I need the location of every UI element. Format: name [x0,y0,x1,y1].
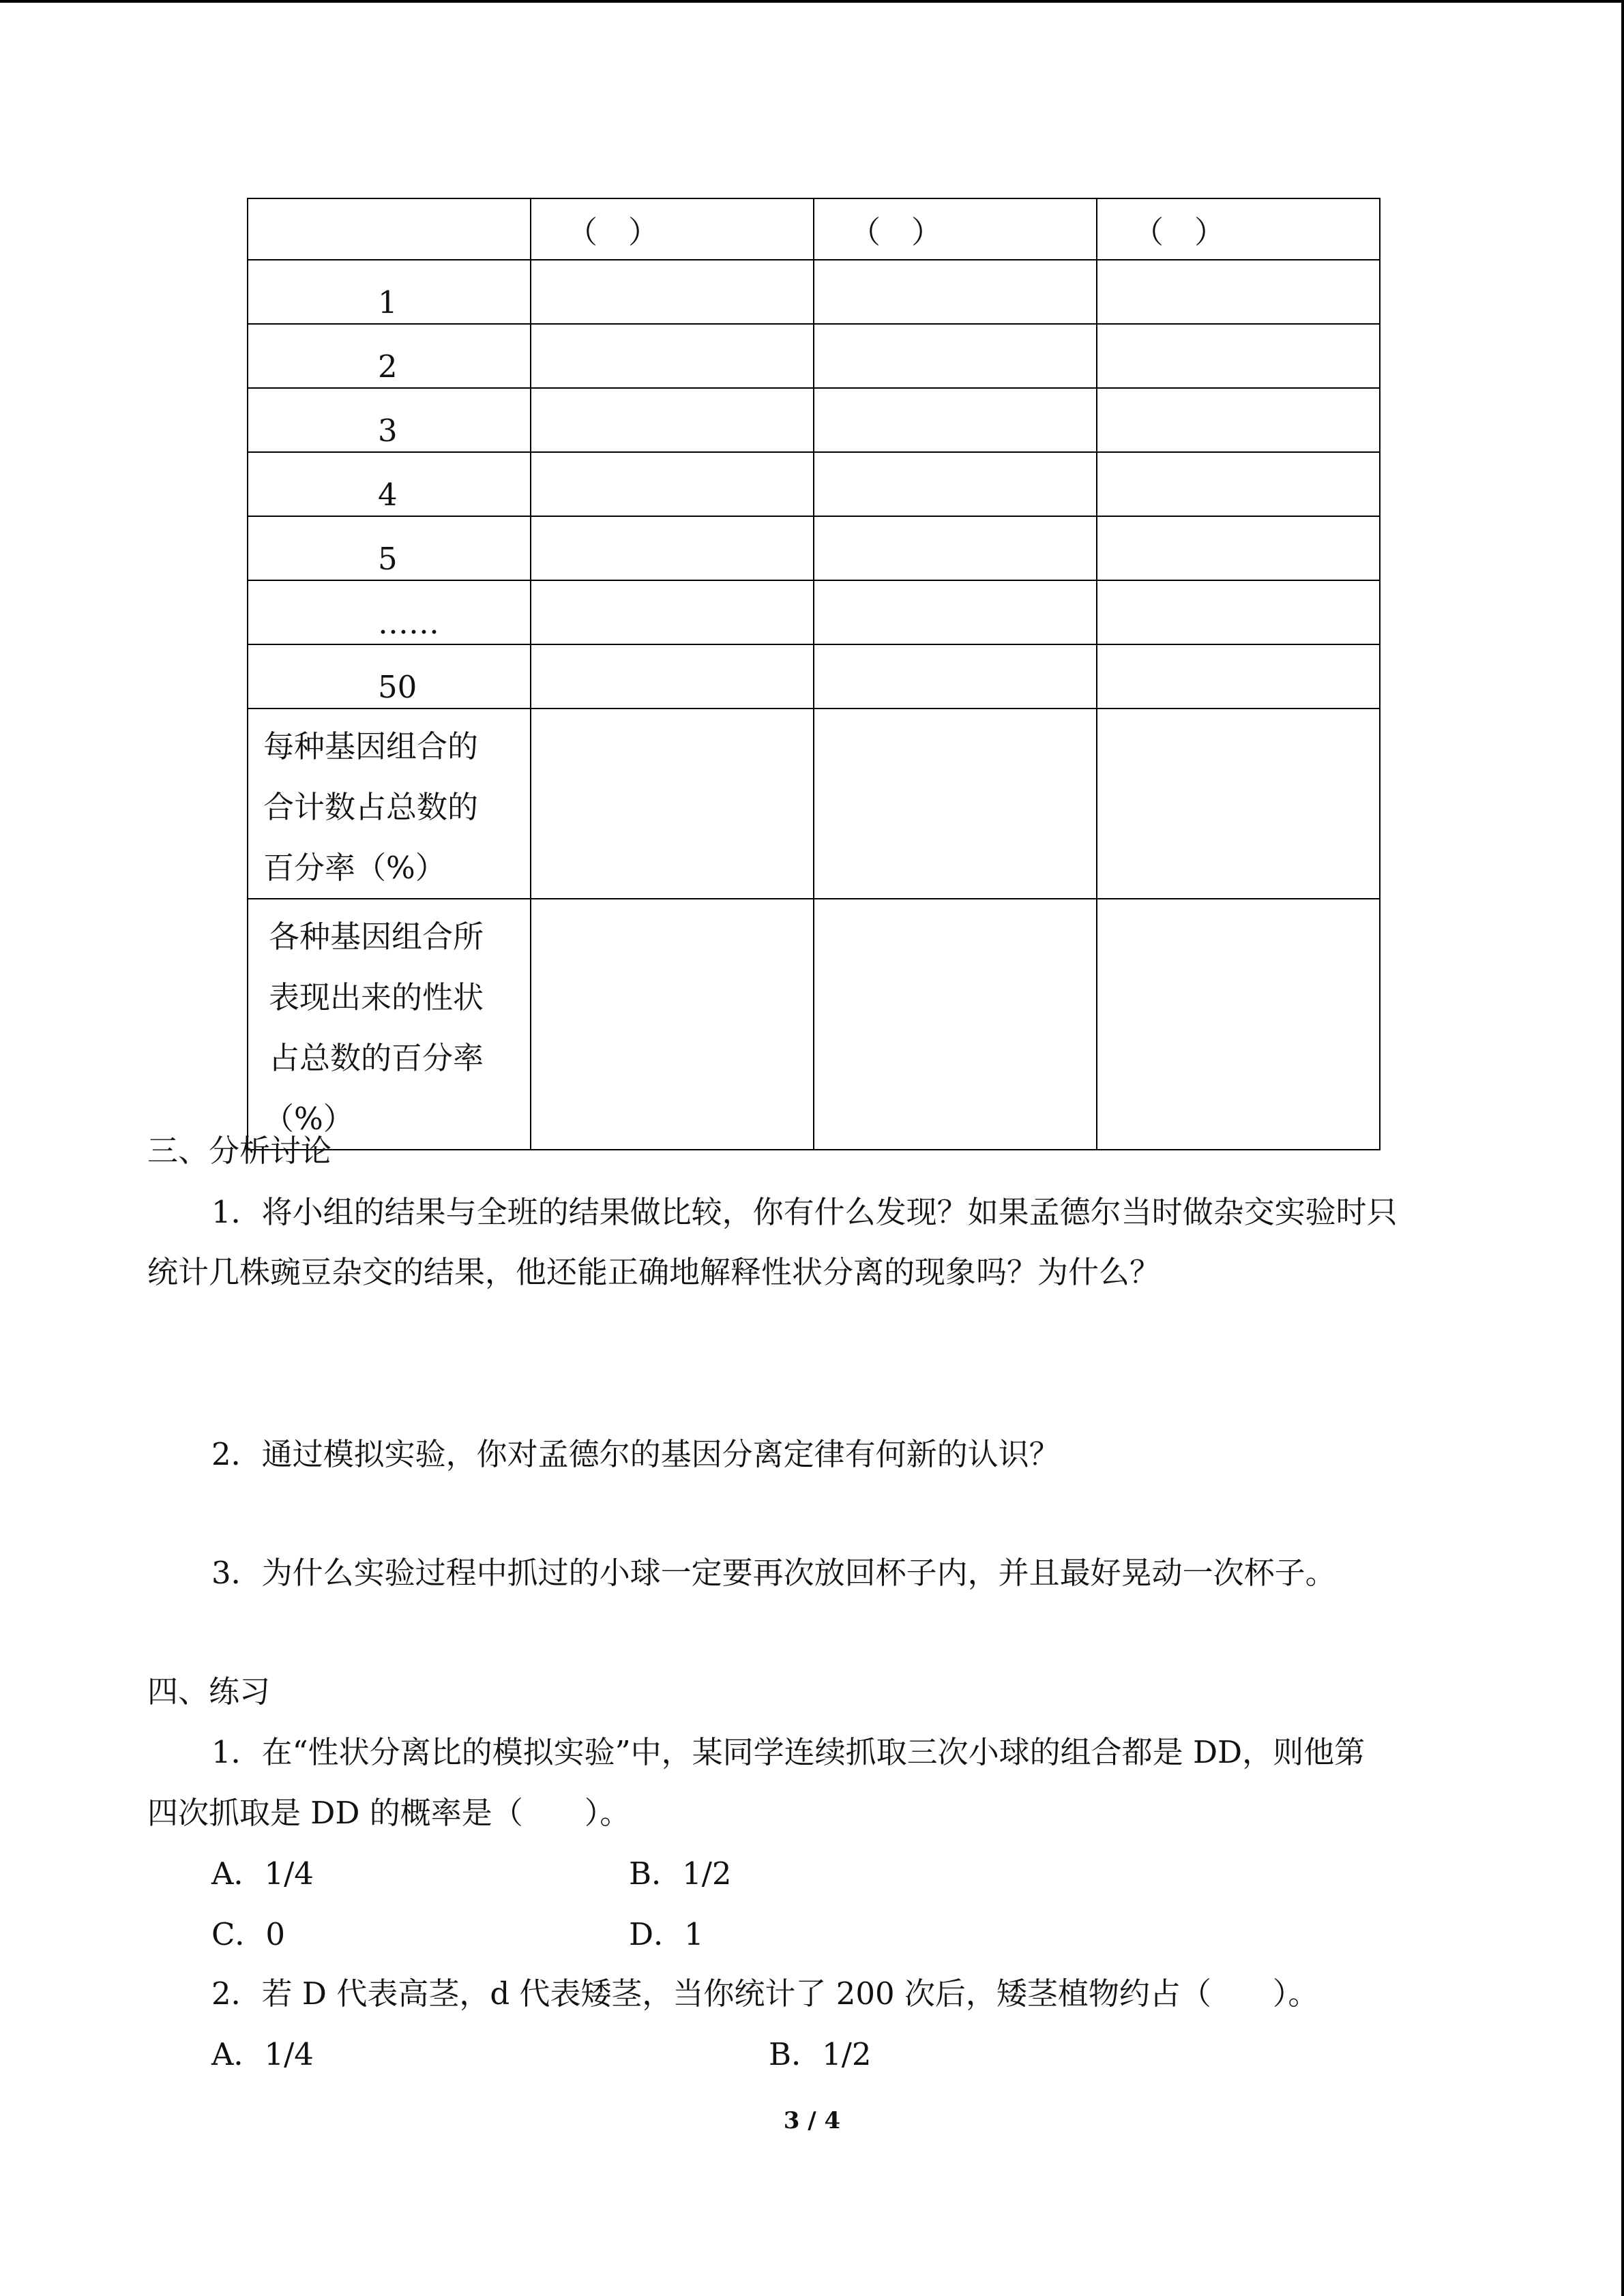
empty-cell [814,899,1097,1150]
question-1-line-1: 1．将小组的结果与全班的结果做比较，你有什么发现？如果孟德尔当时做杂交实验时只 [211,1194,1398,1230]
question-3: 3．为什么实验过程中抓过的小球一定要再次放回杯子内，并且最好晃动一次杯子。 [211,1555,1336,1591]
empty-cell [814,516,1097,580]
empty-cell [1097,709,1380,899]
header-cell: （ ） [814,198,1097,260]
right-border [1621,0,1624,2296]
exercise-1-line-1: 1．在“性状分离比的模拟实验”中，某同学连续抓取三次小球的组合都是 DD，则他第 [211,1734,1365,1770]
question-1-line-2: 统计几株豌豆杂交的结果，他还能正确地解释性状分离的现象吗？为什么？ [147,1254,1161,1290]
table-row [248,324,1380,388]
exercise-1-option-d: D．1 [629,1916,704,1952]
empty-cell [531,452,814,516]
empty-cell [531,899,814,1150]
table-row [248,644,1380,709]
empty-cell [814,644,1097,709]
table-header-row [248,198,1380,260]
trial-number: 2 [248,324,531,388]
empty-cell [814,260,1097,324]
exercise-2: 2．若 D 代表高茎，d 代表矮茎，当你统计了 200 次后，矮茎植物约占（ ）。 [211,1976,1319,2012]
empty-cell [814,324,1097,388]
header-cell: （ ） [1097,198,1380,260]
empty-cell [1097,324,1380,388]
exercise-2-option-b: B．1/2 [769,2036,872,2072]
exercise-1-option-c: C．0 [211,1916,286,1952]
empty-cell [531,709,814,899]
empty-cell [1097,580,1380,644]
table-row [248,516,1380,580]
trial-number: 1 [248,260,531,324]
empty-cell [1097,516,1380,580]
trial-number: 3 [248,388,531,452]
exercise-1-option-a: A．1/4 [211,1855,314,1892]
section4-heading: 四、练习 [147,1673,271,1710]
table-row [248,260,1380,324]
trial-number: 50 [248,644,531,709]
table-row-trait [248,899,1380,1150]
table-row-total [248,709,1380,899]
table-row [248,452,1380,516]
empty-cell [1097,388,1380,452]
empty-cell [814,452,1097,516]
empty-cell [814,388,1097,452]
trial-number: 4 [248,452,531,516]
exercise-1-line-2: 四次抓取是 DD 的概率是（ ）。 [147,1795,631,1831]
table-row [248,388,1380,452]
empty-cell [1097,899,1380,1150]
top-border [0,0,1624,3]
empty-cell [1097,644,1380,709]
empty-cell [814,709,1097,899]
empty-cell [531,580,814,644]
empty-cell [1097,452,1380,516]
section3-heading: 三、分析讨论 [147,1133,332,1169]
total-percentage-label: 每种基因组合的 合计数占总数的 百分率（%） [248,709,531,899]
header-cell [248,198,531,260]
result-table [247,198,1381,1150]
empty-cell [531,260,814,324]
table-row [248,580,1380,644]
empty-cell [531,516,814,580]
empty-cell [814,580,1097,644]
empty-cell [531,324,814,388]
empty-cell [531,644,814,709]
question-2: 2．通过模拟实验，你对孟德尔的基因分离定律有何新的认识？ [211,1436,1060,1472]
header-cell: （ ） [531,198,814,260]
trait-percentage-label: 各种基因组合所 表现出来的性状 占总数的百分率 （%） [248,899,531,1150]
page-number: 3 / 4 [783,2107,841,2134]
empty-cell [1097,260,1380,324]
exercise-1-option-b: B．1/2 [629,1855,732,1892]
empty-cell [531,388,814,452]
trial-ellipsis: …… [248,580,531,644]
exercise-2-option-a: A．1/4 [211,2036,314,2072]
trial-number: 5 [248,516,531,580]
